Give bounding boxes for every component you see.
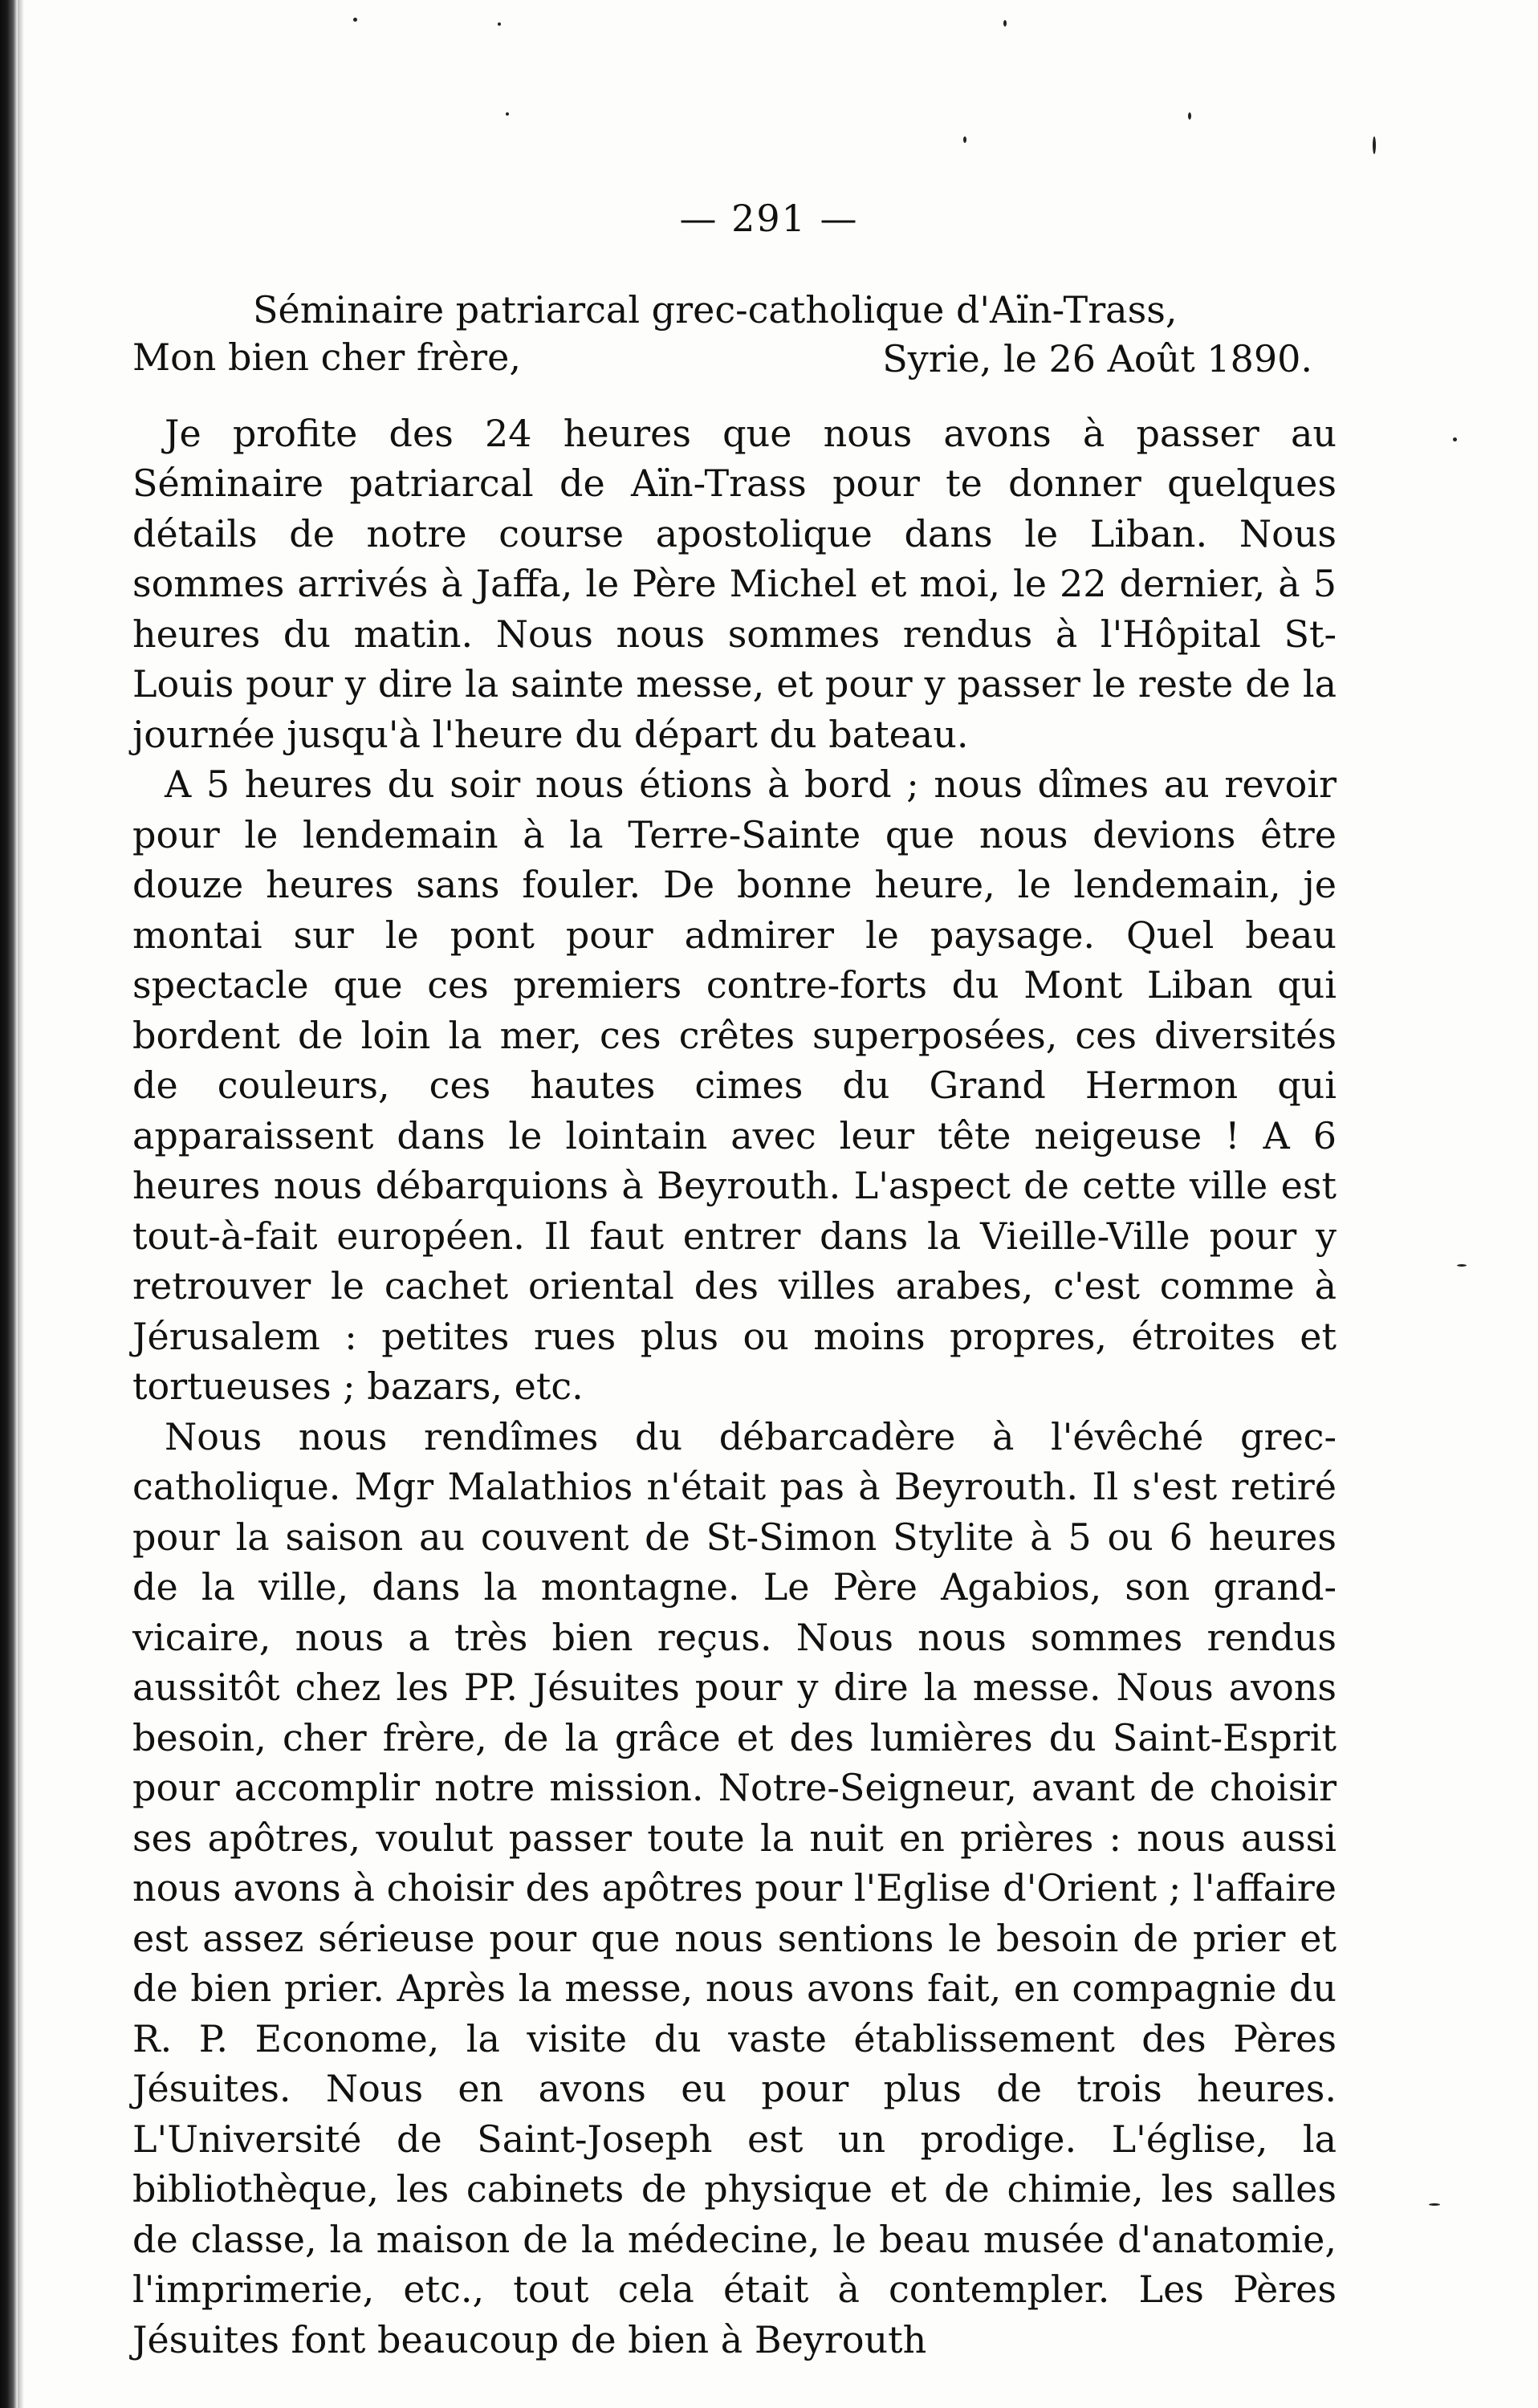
letter-header-date: Syrie, le 26 Août 1890.	[882, 336, 1312, 380]
scan-speck	[1003, 20, 1007, 26]
paragraph: Je profite des 24 heures que nous avons à passer au Séminaire patriarcal de Aïn-Trass pour te donner quelques détails de notre course apostolique dans le Liban. Nous sommes arrivés à Jaffa, le Père Michel et moi, le 22 dernier, à 5 heures du matin. Nous nous sommes rendus à l'Hôpital St-Louis pour y dire la sainte messe, et pour y passer le reste de la journée jusqu'à l'heure du départ du bateau.	[132, 411, 1337, 756]
paragraph: Nous nous rendîmes du débarcadère à l'évêché grec-catholique. Mgr Malathios n'était pas à Beyrouth. Il s'est retiré pour la saison au couvent de St-Simon Stylite à 5 ou 6 heures de la ville, dans la montagne. Le Père Agabios, son grand-vicaire, nous a très bien reçus. Nous nous sommes rendus aussitôt chez les PP. Jésuites pour y dire la messe. Nous avons besoin, cher frère, de la grâce et des lumières du Saint-Esprit pour accomplir notre mission. Notre-Seigneur, avant de choisir ses apôtres, voulut passer toute la nuit en prières : nous aussi nous avons à choisir des apôtres pour l'Eglise d'Orient ; l'affaire est assez sérieuse pour que nous sentions le besoin de prier et de bien prier. Après la messe, nous avons fait, en compagnie du R. P. Econome, la visite du vaste établissement des Pères Jésuites. Nous en avons eu pour plus de trois heures. L'Université de Saint-Joseph est un prodige. L'église, la bibliothèque, les cabinets de physique et de chimie, les salles de classe, la maison de la médecine, le beau musée d'anatomie, l'imprimerie, etc., tout cela était à contempler. Les Pères Jésuites font beaucoup de bien à Beyrouth	[132, 1414, 1337, 2361]
scan-speck	[353, 18, 357, 22]
letter-salutation: Mon bien cher frère,	[132, 336, 521, 379]
paragraph: A 5 heures du soir nous étions à bord ; nous dîmes au revoir pour le lendemain à la Terre-Sainte que nous devions être douze heures sans fouler. De bonne heure, le lendemain, je montai sur le pont pour admirer le paysage. Quel beau spectacle que ces premiers contre-forts du Mont Liban qui bordent de loin la mer, ces crêtes superposées, ces diversités de couleurs, ces hautes cimes du Grand Hermon qui apparaissent dans le lointain avec leur tête neigeuse ! A 6 heures nous débarquions à Beyrouth. L'aspect de cette ville est tout-à-fait européen. Il faut entrer dans la Vieille-Ville pour y retrouver le cachet oriental des villes arabes, c'est comme à Jérusalem : petites rues plus ou moins propres, étroites et tortueuses ; bazars, etc.	[132, 763, 1337, 1408]
scan-speck	[1429, 2203, 1440, 2206]
scan-speck	[963, 136, 966, 143]
scan-speck	[506, 112, 509, 116]
scan-speck	[498, 22, 501, 26]
scan-speck	[1453, 437, 1457, 441]
book-binding-shadow	[0, 0, 18, 2408]
letter-body	[132, 285, 1337, 2365]
scan-speck	[1188, 112, 1191, 120]
page-number: — 291 —	[679, 197, 859, 240]
scan-speck	[1373, 136, 1376, 154]
scan-speck	[1457, 1264, 1467, 1267]
letter-header-place: Séminaire patriarcal grec-catholique d'Aïn-Trass,	[253, 288, 1178, 332]
